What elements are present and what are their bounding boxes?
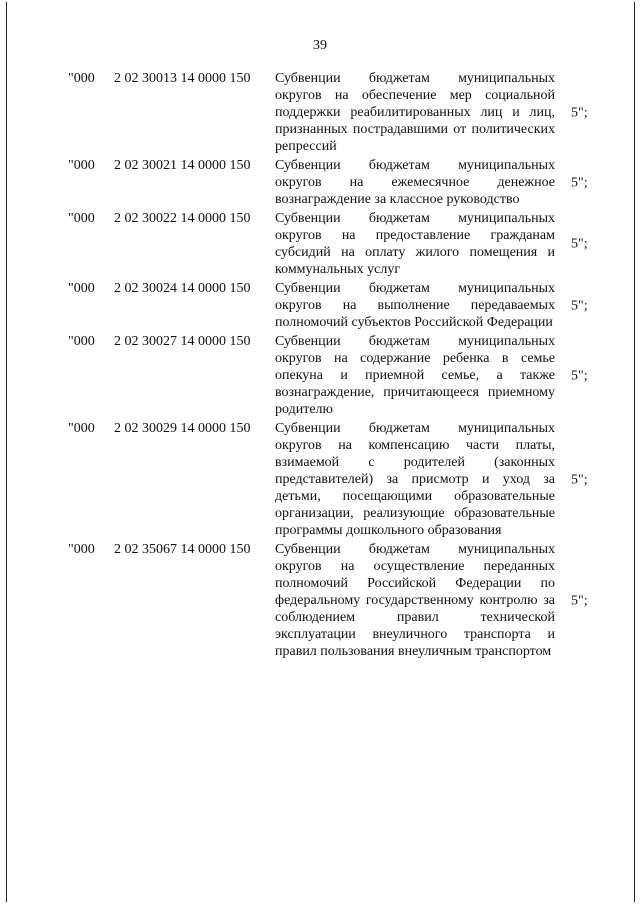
row-description: Субвенции бюджетам муниципальных округов на обеспечение мер социальной поддержки реабилитированных лиц и лиц, признанных пострадавшими от политических репрессий: [275, 71, 555, 154]
table-row: [0, 541, 640, 660]
row-suffix: 5";: [571, 236, 588, 252]
budget-code: 2 02 30024 14 0000 150: [114, 281, 251, 296]
row-suffix: 5";: [571, 368, 588, 383]
budget-code: 2 02 30022 14 0000 150: [114, 211, 251, 226]
page-number: 39: [313, 38, 327, 53]
row-prefix: "000: [68, 334, 95, 349]
table-row: [0, 333, 640, 418]
row-prefix: "000: [68, 542, 95, 557]
row-suffix: 5";: [571, 593, 588, 608]
row-description: Субвенции бюджетам муниципальных округов на компенсацию части платы, взимаемой с родителей (законных представителей) за присмотр и уход за детьми, посещающими образовательные организации, реализующие образовательные программы дошкольного образования: [275, 421, 555, 538]
row-description: Субвенции бюджетам муниципальных округов на ежемесячное денежное вознаграждение за классное руководство: [275, 158, 555, 207]
budget-code-table: [0, 70, 640, 662]
row-suffix: 5";: [571, 298, 588, 313]
budget-code: 2 02 30013 14 0000 150: [114, 71, 251, 86]
row-prefix: "000: [68, 281, 95, 296]
row-description: Субвенции бюджетам муниципальных округов на выполнение передаваемых полномочий субъектов Российской Федерации: [275, 281, 555, 330]
budget-code: 2 02 30027 14 0000 150: [114, 334, 251, 349]
table-row: [0, 157, 640, 208]
budget-code: 2 02 35067 14 0000 150: [114, 542, 251, 557]
table-row: [0, 420, 640, 539]
row-suffix: 5";: [571, 472, 588, 487]
budget-code: 2 02 30021 14 0000 150: [114, 158, 251, 173]
table-row: [0, 210, 640, 278]
row-description: Субвенции бюджетам муниципальных округов на содержание ребенка в семье опекуна и приемной семье, а также вознаграждение, причитающееся приемному родителю: [275, 334, 555, 417]
row-prefix: "000: [68, 421, 95, 436]
row-prefix: "000: [68, 211, 95, 226]
row-description: Субвенции бюджетам муниципальных округов на предоставление гражданам субсидий на оплату жилого помещения и коммунальных услуг: [275, 211, 555, 277]
row-prefix: "000: [68, 158, 95, 173]
row-description: Субвенции бюджетам муниципальных округов на осуществление переданных полномочий Российской Федерации по федеральному государственному контролю за соблюдением правил технической эксплуатации внеуличного транспорта и правил пользования внеуличным транспортом: [275, 542, 555, 659]
table-row: [0, 280, 640, 331]
row-prefix: "000: [68, 71, 95, 86]
table-row: [0, 70, 640, 155]
budget-code: 2 02 30029 14 0000 150: [114, 421, 251, 436]
row-suffix: 5";: [571, 175, 588, 190]
row-suffix: 5";: [571, 105, 588, 120]
